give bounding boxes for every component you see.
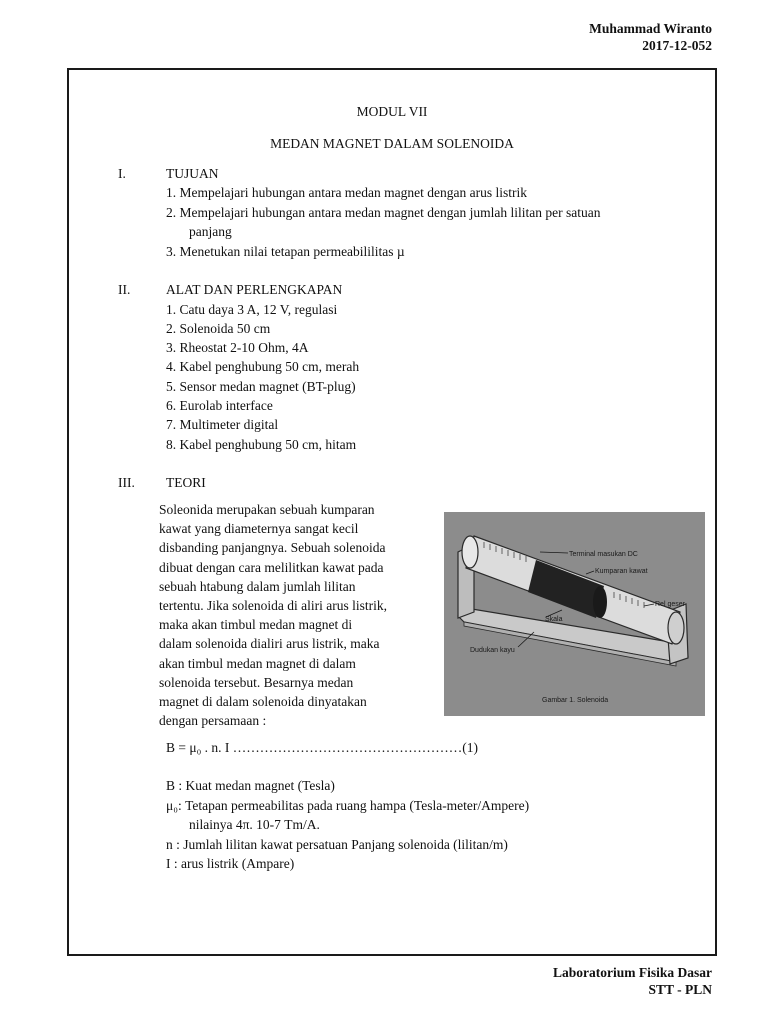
definition-item: n : Jumlah lilitan kawat persatuan Panjang solenoida (lilitan/m) — [166, 837, 508, 852]
list-item: 4. Kabel penghubung 50 cm, merah — [166, 359, 360, 374]
figure-label: Skala — [545, 616, 563, 623]
definition-item: B : Kuat medan magnet (Tesla) — [166, 778, 335, 793]
paragraph-line: dalam solenoida dialiri arus listrik, maka — [159, 636, 380, 652]
list-item: 2. Mempelajari hubungan antara medan magnet dengan jumlah lilitan per satuan — [166, 205, 601, 220]
module-subject: MEDAN MAGNET DALAM SOLENOIDA — [270, 136, 514, 151]
footer-institution: STT - PLN — [648, 982, 712, 997]
solenoid-figure — [444, 512, 705, 716]
paragraph-line: Soleonida merupakan sebuah kumparan — [159, 502, 375, 517]
list-item: 3. Rheostat 2-10 Ohm, 4A — [166, 340, 309, 355]
module-title: MODUL VII — [356, 104, 428, 119]
paragraph-line: dibuat dengan cara melilitkan kawat pada — [159, 559, 384, 575]
figure-label: Terminal masukan DC — [569, 551, 638, 558]
section-heading-teori: TEORI — [166, 475, 206, 490]
paragraph-line: solenoida tersebut. Besarnya medan — [159, 674, 354, 690]
paragraph-line: dengan persamaan : — [159, 713, 267, 729]
paragraph-line: maka akan timbul medan magnet di — [159, 617, 353, 633]
paragraph-line: akan timbul medan magnet di dalam — [159, 655, 356, 671]
list-item: 2. Solenoida 50 cm — [166, 321, 271, 336]
list-item: 5. Sensor medan magnet (BT-plug) — [166, 379, 356, 394]
author-name: Muhammad Wiranto — [589, 21, 712, 36]
student-id: 2017-12-052 — [642, 38, 712, 53]
list-item: panjang — [189, 224, 232, 239]
paragraph-line: sebuah htabung dalam jumlah lilitan — [159, 578, 356, 594]
paragraph-line: disbanding panjangnya. Sebuah solenoida — [159, 540, 386, 556]
list-item: 6. Eurolab interface — [166, 398, 273, 413]
paragraph-line: tertentu. Jika solenoida di aliri arus listrik, — [159, 598, 387, 614]
list-item: 3. Menetukan nilai tetapan permeabililitas µ — [166, 244, 405, 259]
figure-label: Kumparan kawat — [595, 568, 648, 575]
definition-item: μ₀: Tetapan permeabilitas pada ruang hampa (Tesla-meter/Ampere) — [166, 798, 530, 813]
section-numeral-alat: II. — [118, 282, 131, 297]
paragraph-line: magnet di dalam solenoida dinyatakan — [159, 694, 367, 710]
section-heading-tujuan: TUJUAN — [166, 166, 219, 181]
paragraph-line: kawat yang diameternya sangat kecil — [159, 521, 359, 537]
figure-label: Dudukan kayu — [470, 647, 515, 654]
footer-lab: Laboratorium Fisika Dasar — [552, 965, 712, 980]
definition-item: I : arus listrik (Ampare) — [166, 856, 295, 871]
section-numeral-teori: III. — [118, 475, 135, 490]
theory-paragraph — [159, 500, 434, 730]
list-item: 8. Kabel penghubung 50 cm, hitam — [166, 437, 357, 452]
figure-caption: Gambar 1. Solenoida — [542, 697, 609, 704]
equation: B = μ₀ . n. I ……………………………………………(1) — [166, 740, 479, 755]
section-numeral-tujuan: I. — [118, 166, 126, 181]
list-item: 7. Multimeter digital — [166, 417, 279, 432]
list-item: 1. Mempelajari hubungan antara medan magnet dengan arus listrik — [166, 185, 528, 200]
definition-item: nilainya 4π. 10-7 Tm/A. — [189, 817, 320, 832]
list-item: 1. Catu daya 3 A, 12 V, regulasi — [166, 302, 338, 317]
figure-label: Rel geser — [655, 601, 685, 608]
section-heading-alat: ALAT DAN PERLENGKAPAN — [166, 282, 343, 297]
